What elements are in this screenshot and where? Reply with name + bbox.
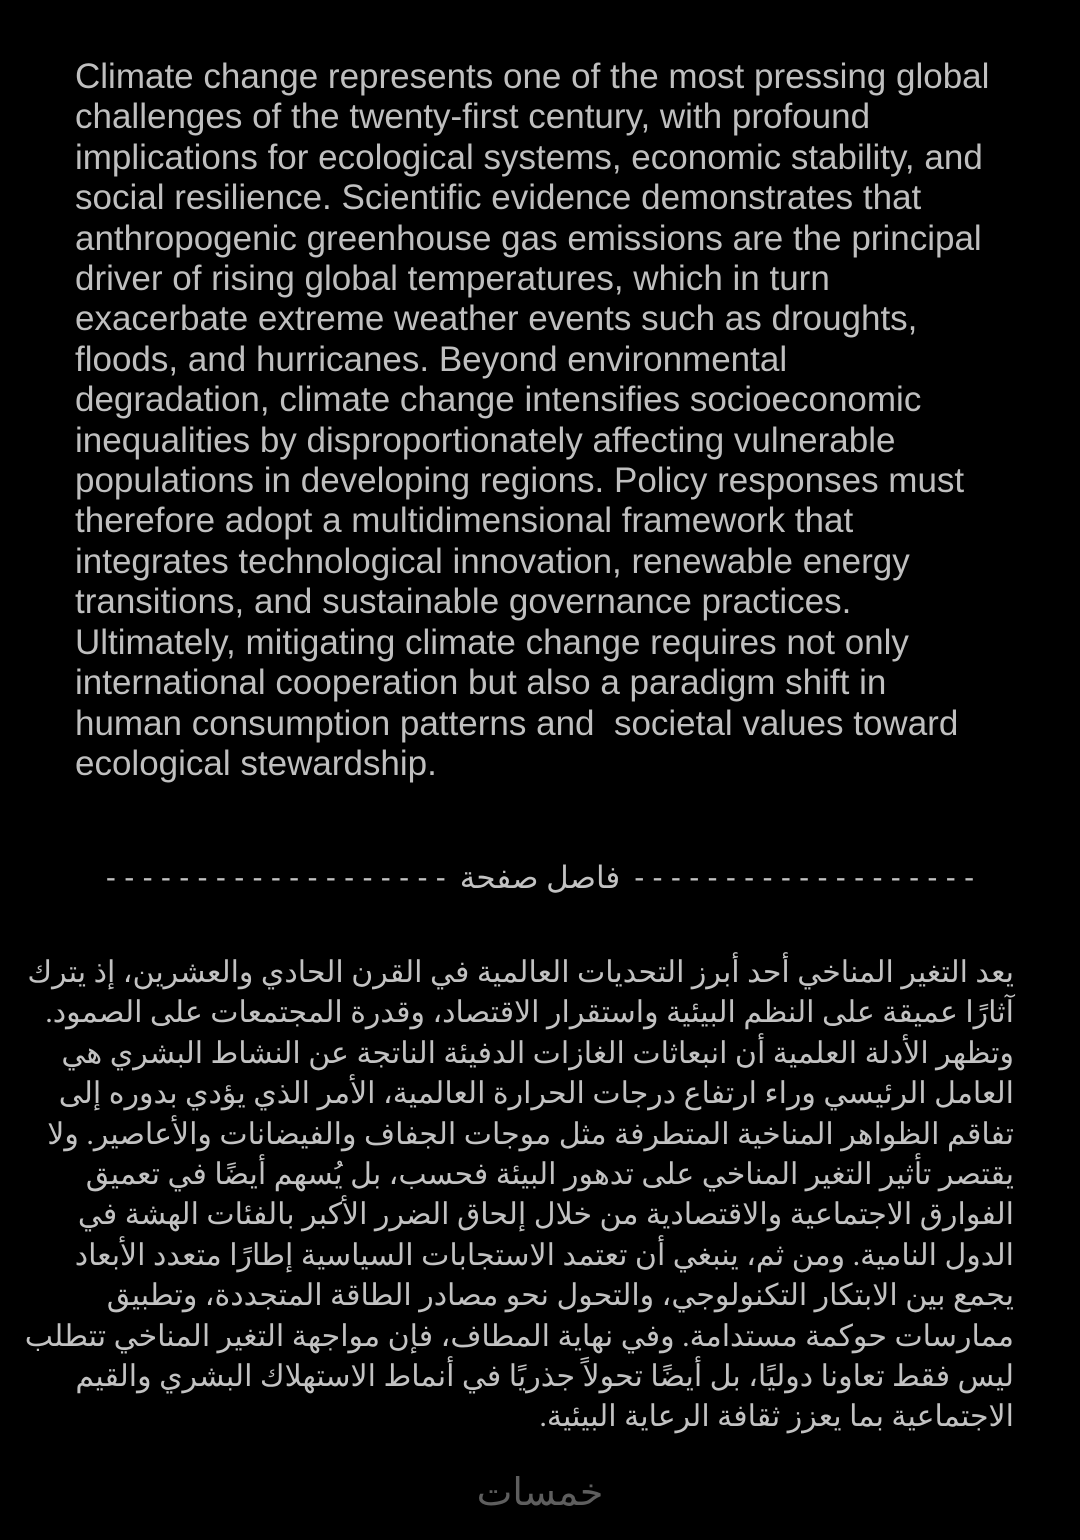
text-line: transitions, and sustainable governance practices.: [75, 582, 852, 622]
text-line: الدول النامية. ومن ثم، ينبغي أن تعتمد الاستجابات السياسية إطارًا متعدد الأبعاد: [74, 1238, 1014, 1272]
text-line: الاجتماعية بما يعزز ثقافة الرعاية البيئية.: [539, 1400, 1014, 1434]
text-line: populations in developing regions. Policy responses must: [75, 461, 965, 501]
text-line: anthropogenic greenhouse gas emissions are the principal: [75, 218, 982, 258]
separator-dashes-left: - - - - - - - - - - - - - - - - - - -: [105, 861, 446, 894]
arabic-paragraph: [24, 953, 1014, 1438]
text-line: ممارسات حوكمة مستدامة. وفي نهاية المطاف، فإن مواجهة التغير المناخي تتطلب: [24, 1319, 1014, 1353]
text-line: آثارًا عميقة على النظم البيئية واستقرار الاقتصاد، وقدرة المجتمعات على الصمود.: [45, 996, 1014, 1030]
text-line: human consumption patterns and societal values toward: [75, 703, 959, 743]
text-line: floods, and hurricanes. Beyond environmental: [75, 339, 788, 379]
text-line: يعد التغير المناخي أحد أبرز التحديات العالمية في القرن الحادي والعشرين، إذ يترك: [27, 956, 1014, 989]
text-line: الفوارق الاجتماعية والاقتصادية من خلال إلحاق الضرر الأكبر بالفئات الهشة في: [77, 1198, 1014, 1232]
text-line: يقتصر تأثير التغير المناخي على تدهور البيئة فحسب، بل يُسهم أيضًا في تعميق: [85, 1158, 1014, 1192]
text-line: driver of rising global temperatures, which in turn: [75, 259, 830, 299]
page-break-separator: [0, 860, 1080, 896]
text-line: therefore adopt a multidimensional framework that: [75, 501, 854, 541]
separator-label: فاصل صفحة: [459, 860, 621, 895]
text-line: social resilience. Scientific evidence demonstrates that: [75, 178, 922, 218]
english-paragraph: [75, 57, 1025, 784]
text-line: Ultimately, mitigating climate change requires not only: [75, 622, 909, 662]
text-line: يجمع بين الابتكار التكنولوجي، والتحول نحو مصادر الطاقة المتجددة، وتطبيق: [106, 1279, 1014, 1313]
text-line: international cooperation but also a paradigm shift in: [75, 663, 887, 703]
text-line: Climate change represents one of the most pressing global: [75, 57, 990, 96]
text-line: inequalities by disproportionately affecting vulnerable: [75, 420, 896, 460]
text-line: degradation, climate change intensifies socioeconomic: [75, 380, 922, 420]
text-line: integrates technological innovation, renewable energy: [75, 541, 910, 581]
khamsat-watermark: خمسات: [476, 1472, 604, 1514]
text-line: تفاقم الظواهر المناخية المتطرفة مثل موجات الجفاف والفيضانات والأعاصير. ولا: [47, 1117, 1014, 1151]
text-line: challenges of the twenty-first century, with profound: [75, 97, 871, 137]
text-line: ليس فقط تعاونا دوليًا، بل أيضًا تحولاً جذريًا في أنماط الاستهلاك البشري والقيم: [75, 1360, 1014, 1394]
text-line: العامل الرئيسي وراء ارتفاع درجات الحرارة العالمية، الأمر الذي يؤدي بدوره إلى: [58, 1077, 1014, 1111]
separator-dashes-right: - - - - - - - - - - - - - - - - - - -: [634, 861, 975, 894]
text-line: exacerbate extreme weather events such as droughts,: [75, 299, 918, 339]
text-line: ecological stewardship.: [75, 743, 437, 783]
text-line: وتظهر الأدلة العلمية أن انبعاثات الغازات الدفيئة الناتجة عن النشاط البشري هي: [61, 1036, 1014, 1070]
text-line: implications for ecological systems, economic stability, and: [75, 137, 983, 177]
